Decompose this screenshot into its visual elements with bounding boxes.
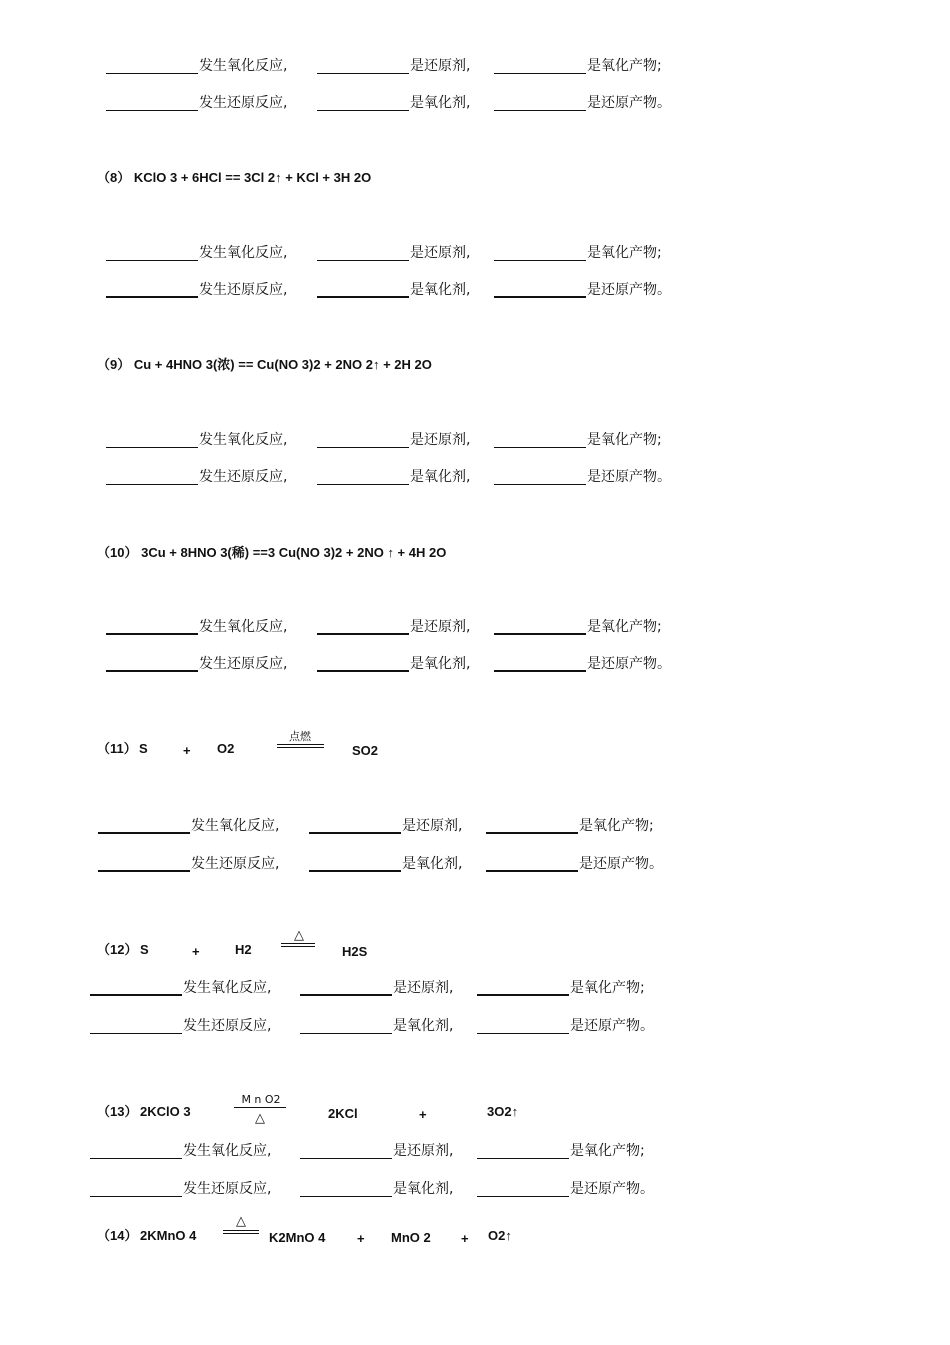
fill-row — [106, 245, 287, 261]
answer-blank[interactable] — [98, 818, 190, 834]
fill-row — [300, 1143, 453, 1159]
fill-label: 发生还原反应, — [199, 95, 288, 111]
catalyst-label: M n O2 — [241, 1093, 281, 1106]
answer-blank[interactable] — [494, 656, 586, 672]
equation-13-number — [97, 1104, 137, 1120]
equation-14-number — [97, 1228, 137, 1244]
equation-9 — [97, 357, 432, 373]
fill-row — [90, 1143, 271, 1159]
fill-row — [309, 818, 462, 834]
product: O2↑ — [488, 1228, 512, 1243]
product: MnO 2 — [391, 1230, 431, 1245]
fill-row — [494, 245, 662, 261]
fill-row — [317, 245, 470, 261]
fill-row — [106, 58, 287, 74]
fill-label: 是氧化剂, — [402, 856, 463, 872]
reactant: 2KMnO 4 — [140, 1228, 197, 1243]
answer-blank[interactable] — [106, 282, 198, 298]
fill-row — [317, 282, 470, 298]
answer-blank[interactable] — [106, 433, 198, 448]
fill-label: 是还原剂, — [410, 58, 471, 74]
fill-label: 是氧化剂, — [410, 656, 471, 672]
fill-row — [300, 1018, 453, 1034]
answer-blank[interactable] — [494, 59, 586, 74]
equation-8 — [97, 170, 371, 186]
fill-row — [106, 432, 287, 448]
question-number: （11） — [97, 741, 137, 756]
fill-row — [90, 1018, 271, 1034]
answer-blank[interactable] — [90, 1019, 182, 1034]
equation-text: 3Cu + 8HNO 3(稀) ==3 Cu(NO 3)2 + 2NO ↑ + 4H 2O — [141, 545, 447, 560]
fraction-line — [234, 1107, 286, 1108]
reaction-condition: △ — [294, 928, 304, 943]
answer-blank[interactable] — [106, 246, 198, 261]
fill-label: 是氧化产物; — [570, 1143, 645, 1159]
reactant: S — [139, 741, 148, 756]
fill-label: 是还原剂, — [410, 432, 471, 448]
fill-label: 发生氧化反应, — [199, 619, 288, 635]
answer-blank[interactable] — [106, 96, 198, 111]
fill-row — [90, 980, 271, 996]
answer-blank[interactable] — [317, 433, 409, 448]
fill-row — [106, 95, 287, 111]
equation-12-number — [97, 942, 137, 958]
fill-row — [494, 656, 671, 672]
answer-blank[interactable] — [106, 619, 198, 635]
answer-blank[interactable] — [317, 59, 409, 74]
fill-label: 是还原产物。 — [587, 282, 671, 298]
question-number: （14） — [97, 1228, 138, 1243]
plus-sign: + — [419, 1107, 427, 1122]
fill-label: 是还原产物。 — [587, 95, 671, 111]
answer-blank[interactable] — [300, 1019, 392, 1034]
equals-arrow — [223, 1230, 259, 1234]
fill-row — [317, 95, 470, 111]
fill-label: 发生氧化反应, — [199, 432, 288, 448]
fill-label: 是还原剂, — [410, 245, 471, 261]
fill-label: 是氧化剂, — [410, 282, 471, 298]
fill-row — [309, 856, 462, 872]
fill-row — [317, 656, 470, 672]
question-number: （13） — [97, 1104, 138, 1119]
answer-blank[interactable] — [98, 856, 190, 872]
fill-label: 是氧化产物; — [570, 980, 645, 996]
fill-label: 是氧化产物; — [587, 58, 662, 74]
fill-label: 是还原剂, — [410, 619, 471, 635]
answer-blank[interactable] — [317, 470, 409, 485]
fill-label: 是氧化产物; — [587, 432, 662, 448]
reactant: 2KClO 3 — [140, 1104, 191, 1119]
fill-row — [106, 282, 287, 298]
reaction-condition: 点燃 — [289, 730, 311, 743]
answer-blank[interactable] — [494, 619, 586, 635]
answer-blank[interactable] — [494, 246, 586, 261]
fill-row — [106, 469, 287, 485]
fill-row — [477, 1181, 654, 1197]
answer-blank[interactable] — [494, 433, 586, 448]
answer-blank[interactable] — [317, 619, 409, 635]
fill-row — [494, 58, 662, 74]
fill-row — [486, 818, 654, 834]
fill-row — [494, 619, 662, 635]
fill-row — [477, 980, 645, 996]
fill-row — [98, 856, 279, 872]
equation-text: Cu + 4HNO 3(浓) == Cu(NO 3)2 + 2NO 2↑ + 2H 2O — [133, 357, 432, 372]
answer-blank[interactable] — [494, 282, 586, 298]
product: 2KCl — [328, 1106, 358, 1121]
fill-row — [486, 856, 663, 872]
fill-row — [317, 619, 470, 635]
fill-label: 是氧化剂, — [410, 95, 471, 111]
fill-label: 是还原产物。 — [579, 856, 663, 872]
answer-blank[interactable] — [494, 96, 586, 111]
fill-label: 是还原剂, — [393, 1143, 454, 1159]
fill-label: 发生氧化反应, — [183, 980, 272, 996]
fill-label: 是氧化剂, — [393, 1181, 454, 1197]
fill-label: 发生氧化反应, — [183, 1143, 272, 1159]
reaction-condition: △ — [255, 1111, 265, 1126]
answer-blank[interactable] — [477, 1182, 569, 1197]
fill-row — [300, 980, 453, 996]
fill-label: 是还原产物。 — [570, 1018, 654, 1034]
fill-label: 是还原产物。 — [570, 1181, 654, 1197]
fill-row — [494, 95, 671, 111]
fill-row — [494, 469, 671, 485]
answer-blank[interactable] — [317, 96, 409, 111]
answer-blank[interactable] — [317, 246, 409, 261]
question-number: （10） — [97, 545, 138, 560]
answer-blank[interactable] — [317, 282, 409, 298]
fill-label: 是还原产物。 — [587, 469, 671, 485]
answer-blank[interactable] — [317, 656, 409, 672]
answer-blank[interactable] — [494, 470, 586, 485]
equals-arrow — [281, 943, 315, 947]
equation-10 — [97, 545, 446, 561]
fill-row — [98, 818, 279, 834]
answer-blank[interactable] — [300, 1182, 392, 1197]
plus-sign: + — [461, 1231, 469, 1246]
fill-label: 是氧化剂, — [393, 1018, 454, 1034]
fill-label: 是还原剂, — [402, 818, 463, 834]
equation-11-number — [97, 741, 137, 757]
answer-blank[interactable] — [477, 980, 569, 996]
fill-label: 是还原剂, — [393, 980, 454, 996]
answer-blank[interactable] — [477, 1144, 569, 1159]
question-number: （9） — [97, 357, 131, 372]
answer-blank[interactable] — [106, 470, 198, 485]
fill-row — [494, 432, 662, 448]
equals-arrow — [277, 744, 324, 748]
answer-blank[interactable] — [90, 980, 182, 996]
reactant: H2 — [235, 942, 252, 957]
question-number: （12） — [97, 942, 138, 957]
fill-label: 是还原产物。 — [587, 656, 671, 672]
fill-label: 是氧化产物; — [579, 818, 654, 834]
product: 3O2↑ — [487, 1104, 519, 1119]
product: K2MnO 4 — [269, 1230, 326, 1245]
fill-row — [90, 1181, 271, 1197]
fill-row — [494, 282, 671, 298]
fill-label: 发生还原反应, — [183, 1181, 272, 1197]
fill-label: 发生氧化反应, — [191, 818, 280, 834]
answer-blank[interactable] — [300, 1144, 392, 1159]
plus-sign: + — [183, 743, 191, 758]
answer-blank[interactable] — [90, 1144, 182, 1159]
answer-blank[interactable] — [309, 818, 401, 834]
reaction-condition: △ — [236, 1214, 246, 1229]
answer-blank[interactable] — [106, 656, 198, 672]
answer-blank[interactable] — [90, 1182, 182, 1197]
answer-blank[interactable] — [486, 818, 578, 834]
answer-blank[interactable] — [300, 980, 392, 996]
answer-blank[interactable] — [309, 856, 401, 872]
fill-row — [317, 469, 470, 485]
fill-label: 发生氧化反应, — [199, 58, 288, 74]
fill-label: 发生氧化反应, — [199, 245, 288, 261]
fill-row — [477, 1143, 645, 1159]
product: SO2 — [352, 743, 379, 758]
fill-label: 是氧化剂, — [410, 469, 471, 485]
answer-blank[interactable] — [477, 1019, 569, 1034]
product: H2S — [342, 944, 368, 959]
fill-label: 发生还原反应, — [199, 282, 288, 298]
reactant: O2 — [217, 741, 235, 756]
plus-sign: + — [192, 944, 200, 959]
fill-row — [300, 1181, 453, 1197]
reactant: S — [140, 942, 149, 957]
fill-label: 发生还原反应, — [199, 656, 288, 672]
equation-text: KClO 3 + 6HCl == 3Cl 2↑ + KCl + 3H 2O — [133, 170, 372, 185]
answer-blank[interactable] — [486, 856, 578, 872]
fill-label: 发生还原反应, — [183, 1018, 272, 1034]
fill-row — [477, 1018, 654, 1034]
fill-row — [317, 432, 470, 448]
fill-label: 是氧化产物; — [587, 619, 662, 635]
fill-label: 发生还原反应, — [199, 469, 288, 485]
fill-row — [317, 58, 470, 74]
fill-row — [106, 656, 287, 672]
fill-label: 是氧化产物; — [587, 245, 662, 261]
answer-blank[interactable] — [106, 59, 198, 74]
plus-sign: + — [357, 1231, 365, 1246]
fill-row — [106, 619, 287, 635]
fill-label: 发生还原反应, — [191, 856, 280, 872]
question-number: （8） — [97, 170, 131, 185]
